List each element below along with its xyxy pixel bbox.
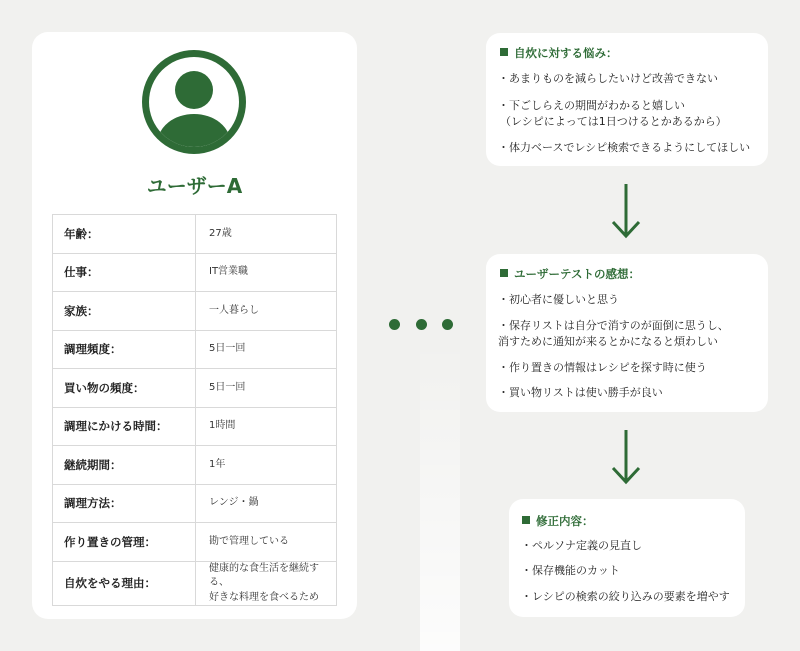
table-row: [53, 484, 337, 523]
row-value: 5日一回: [196, 369, 337, 408]
change-item: ・ペルソナ定義の見直し: [521, 539, 642, 552]
row-value: レンジ・鍋: [196, 484, 337, 523]
row-label: 作り置きの管理：: [53, 523, 196, 562]
dot: [389, 319, 400, 330]
feedback-title-text: ユーザーテストの感想：: [514, 267, 641, 281]
row-label: 年齢：: [53, 215, 196, 254]
change-item: ・レシピの検索の絞り込みの要素を増やす: [521, 590, 730, 603]
table-row: [53, 292, 337, 331]
down-arrow-icon: [610, 428, 642, 486]
persona-attribute-table: [52, 214, 337, 606]
persona-card: [32, 32, 357, 619]
feedback-item: ・作り置きの情報はレシピを探す時に使う: [498, 361, 707, 374]
feedback-box: [486, 254, 768, 412]
row-value: [196, 561, 337, 606]
row-value-line: 好きな料理を食べるため: [209, 591, 319, 603]
feedback-item: ・保存リストは自分で消すのが面倒に思うし、: [498, 319, 729, 332]
feedback-item: ・初心者に優しいと思う: [498, 293, 619, 306]
row-value: IT営業職: [196, 253, 337, 292]
down-arrow-icon: [610, 182, 642, 240]
row-label: 調理頻度：: [53, 330, 196, 369]
row-value: 27歳: [196, 215, 337, 254]
worries-title: [500, 45, 618, 61]
row-value: 1年: [196, 446, 337, 485]
feedback-item: ・買い物リストは使い勝手が良い: [498, 386, 663, 399]
change-item: ・保存機能のカット: [521, 564, 620, 577]
table-row: [53, 369, 337, 408]
row-label: 調理にかける時間：: [53, 407, 196, 446]
feedback-item: 消すために通知が来るとかになると煩わしい: [498, 335, 718, 348]
row-value: 5日一回: [196, 330, 337, 369]
connector-glow: [420, 340, 460, 651]
table-row: [53, 330, 337, 369]
row-label: 自炊をやる理由：: [53, 561, 196, 606]
bullet-square-icon: [522, 516, 530, 524]
row-label: 仕事：: [53, 253, 196, 292]
persona-name: ユーザーA: [146, 174, 243, 198]
row-label: 買い物の頻度：: [53, 369, 196, 408]
worry-item: （レシピによっては1日つけるとかあるから）: [500, 115, 727, 128]
changes-title: [522, 513, 594, 529]
worry-item: ・下ごしらえの期間がわかると嬉しい: [498, 99, 685, 112]
row-label: 調理方法：: [53, 484, 196, 523]
dot: [442, 319, 453, 330]
dot: [416, 319, 427, 330]
row-value: 一人暮らし: [196, 292, 337, 331]
table-row: [53, 446, 337, 485]
table-row: [53, 253, 337, 292]
table-row: [53, 407, 337, 446]
bullet-square-icon: [500, 48, 508, 56]
changes-box: [509, 499, 745, 617]
worry-item: ・体力ベースでレシピ検索できるようにしてほしい: [498, 141, 751, 154]
row-value-line: 健康的な食生活を継続する、: [209, 562, 319, 588]
table-row: [53, 215, 337, 254]
row-value: 1時間: [196, 407, 337, 446]
row-value: 勘で管理している: [196, 523, 337, 562]
bullet-square-icon: [500, 269, 508, 277]
table-row: [53, 561, 337, 606]
changes-title-text: 修正内容：: [536, 514, 594, 528]
worry-item: ・あまりものを減らしたいけど改善できない: [498, 72, 718, 85]
table-row: [53, 523, 337, 562]
worries-title-text: 自炊に対する悩み：: [514, 46, 618, 60]
worries-box: [486, 33, 768, 166]
row-label: 家族：: [53, 292, 196, 331]
feedback-title: [500, 266, 640, 282]
row-label: 継続期間：: [53, 446, 196, 485]
user-avatar-icon: [142, 50, 246, 154]
